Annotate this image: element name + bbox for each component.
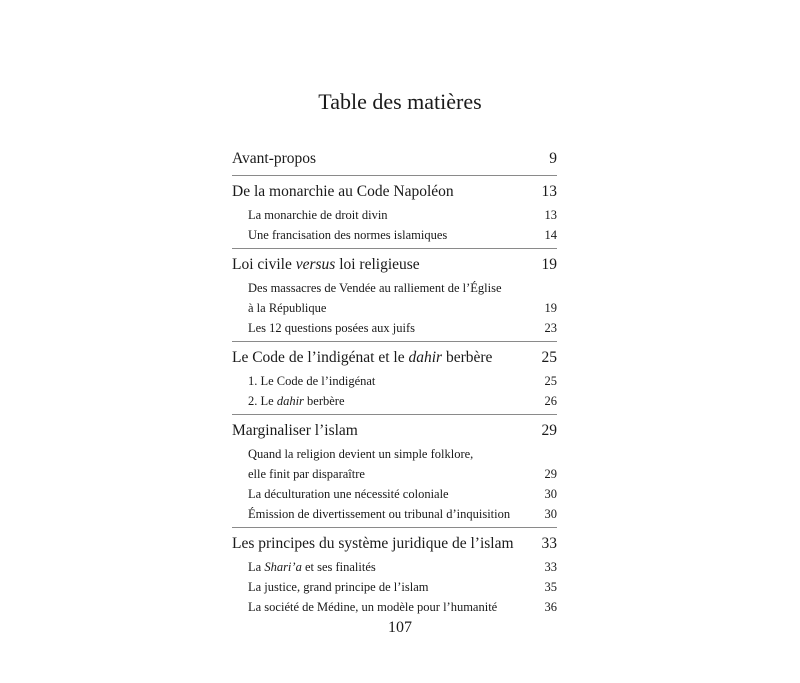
- toc-entry-label: La monarchie de droit divin: [248, 208, 388, 222]
- section-divider: [232, 527, 557, 528]
- toc-page-number: 14: [544, 228, 557, 242]
- toc-entry-label: Émission de divertissement ou tribunal d’inquisition: [248, 507, 511, 521]
- toc-page-number: 9: [549, 150, 557, 167]
- section-divider: [232, 414, 557, 415]
- toc-section-entry[interactable]: [232, 504, 557, 524]
- toc-page-number: 29: [541, 422, 557, 439]
- toc-section-entry[interactable]: [232, 577, 557, 597]
- italic-term: dahir: [276, 394, 304, 408]
- toc-section-entry[interactable]: [232, 444, 557, 464]
- toc-entry-label: [232, 345, 531, 371]
- section-divider: [232, 248, 557, 249]
- toc-entry-label: Une francisation des normes islamiques: [248, 228, 448, 242]
- toc-page-number: 13: [544, 208, 557, 222]
- toc-entry-label: à la République: [248, 301, 327, 315]
- label-part: berbère: [303, 394, 345, 408]
- toc-page-number: 25: [544, 374, 557, 388]
- toc-section-entry[interactable]: [232, 597, 557, 617]
- toc-page-number: 30: [544, 507, 557, 521]
- toc-entry-label: Marginaliser l’islam: [232, 422, 358, 439]
- toc-page-number: 33: [544, 560, 557, 574]
- toc-section-entry[interactable]: [232, 278, 557, 298]
- toc-section-entry[interactable]: [232, 371, 557, 391]
- label-part: berbère: [442, 349, 493, 366]
- toc-entry-label: Des massacres de Vendée au ralliement de l’Église: [248, 281, 502, 295]
- toc-section-entry[interactable]: [232, 557, 557, 577]
- page-title: Table des matières: [318, 89, 482, 114]
- toc-section-entry[interactable]: [232, 391, 557, 411]
- toc-page-number: 25: [541, 349, 557, 366]
- toc-chapter-entry[interactable]: [232, 146, 557, 172]
- toc-page-number: 23: [544, 321, 557, 335]
- toc-entry-label: [248, 557, 531, 577]
- toc-page-number: 36: [544, 600, 557, 614]
- label-part: loi religieuse: [335, 256, 420, 273]
- toc-entry-label: La société de Médine, un modèle pour l’humanité: [248, 600, 498, 614]
- label-part: La: [248, 560, 265, 574]
- toc-chapter-entry[interactable]: [232, 418, 557, 444]
- toc-entry-label: Avant-propos: [232, 150, 317, 167]
- page-number: 107: [388, 619, 412, 636]
- toc-entry-label: Quand la religion devient un simple folklore,: [248, 447, 474, 461]
- label-part: Le Code de l’indigénat et le: [232, 349, 409, 366]
- toc-entry-label: Les principes du système juridique de l’islam: [232, 535, 514, 552]
- italic-term: dahir: [408, 349, 443, 366]
- label-part: et ses finalités: [301, 560, 376, 574]
- label-part: 2. Le: [248, 394, 277, 408]
- toc-entry-label: elle finit par disparaître: [248, 467, 365, 481]
- toc-entry-label: [248, 391, 531, 411]
- section-divider: [232, 341, 557, 342]
- toc-page-number: 19: [541, 256, 557, 273]
- toc-section-entry[interactable]: [232, 484, 557, 504]
- toc-page-number: 35: [544, 580, 557, 594]
- toc-entry-label: La déculturation une nécessité coloniale: [248, 487, 449, 501]
- toc-section-entry[interactable]: [232, 298, 557, 318]
- toc-entry-label: La justice, grand principe de l’islam: [248, 580, 429, 594]
- toc-page-number: 13: [541, 183, 557, 200]
- section-divider: [232, 175, 557, 176]
- toc-entry-label: De la monarchie au Code Napoléon: [232, 183, 454, 200]
- toc-page-number: 30: [544, 487, 557, 501]
- toc-section-entry[interactable]: [232, 318, 557, 338]
- label-part: Loi civile: [232, 256, 296, 273]
- toc-entry-label: 1. Le Code de l’indigénat: [248, 374, 376, 388]
- toc-chapter-entry[interactable]: [232, 531, 557, 557]
- toc-chapter-entry[interactable]: [232, 345, 557, 371]
- toc-page-number: 26: [544, 394, 557, 408]
- toc-page-number: 33: [541, 535, 557, 552]
- toc-section-entry[interactable]: [232, 205, 557, 225]
- toc-chapter-entry[interactable]: [232, 179, 557, 205]
- toc-entry-label: Les 12 questions posées aux juifs: [248, 321, 415, 335]
- toc-chapter-entry[interactable]: [232, 252, 557, 278]
- toc-section-entry[interactable]: [232, 225, 557, 245]
- toc-page-number: 29: [544, 467, 557, 481]
- toc-section-entry[interactable]: [232, 464, 557, 484]
- italic-term: versus: [295, 256, 336, 273]
- toc-entry-label: [232, 252, 531, 278]
- toc-page-number: 19: [544, 301, 557, 315]
- italic-term: Shari’a: [264, 560, 302, 574]
- table-of-contents: [232, 146, 557, 617]
